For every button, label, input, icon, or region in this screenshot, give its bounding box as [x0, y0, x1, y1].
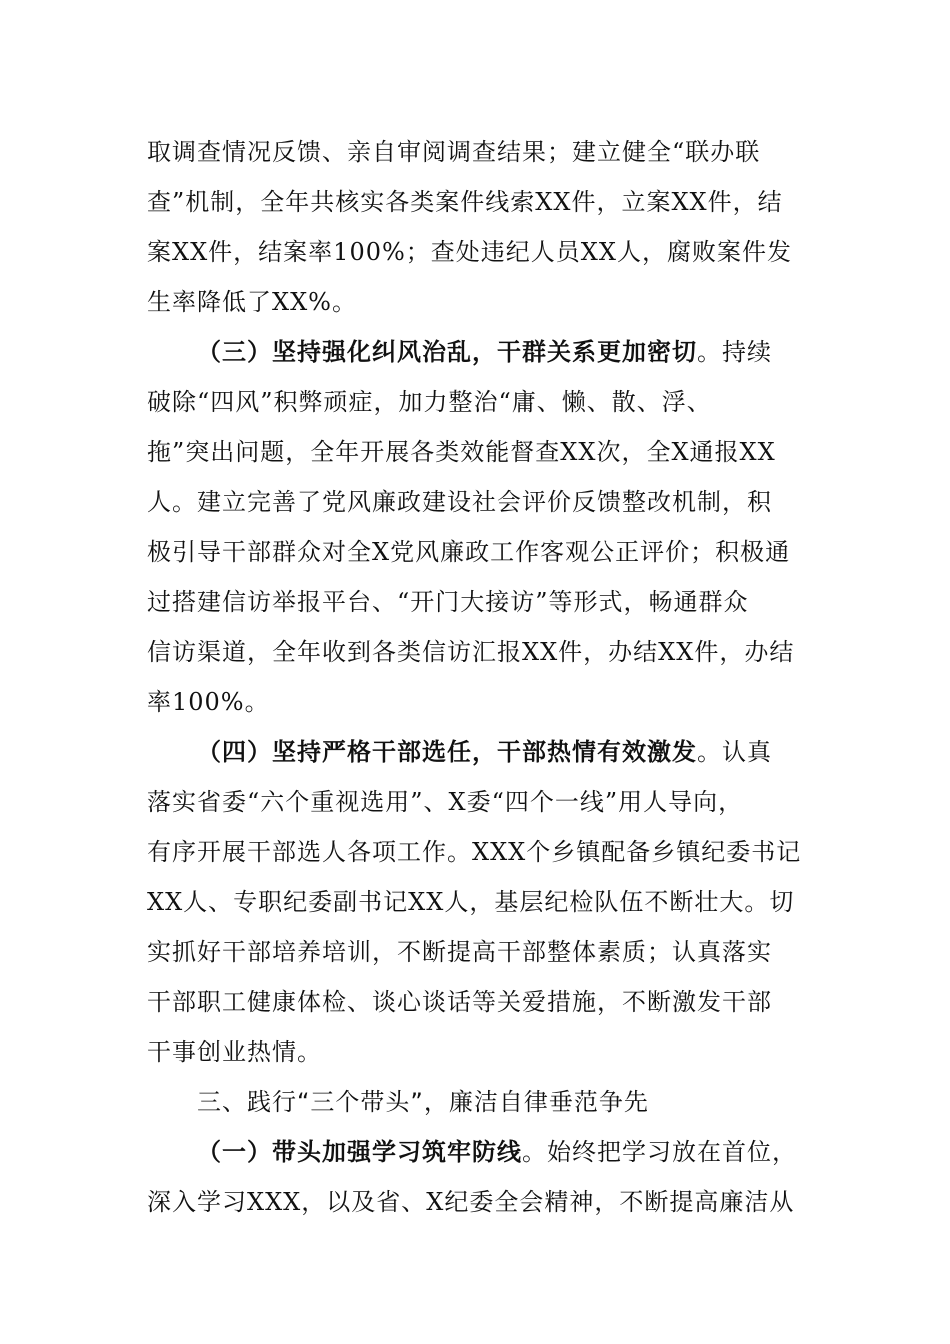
body-line: 落实省委“六个重视选用”、X委“四个一线”用人导向， — [147, 788, 744, 816]
body-line: 破除“四风”积弊顽症，加力整治“庸、懒、散、浮、 — [147, 388, 712, 416]
section-heading: 三、践行“三个带头”，廉洁自律垂范争先 — [197, 1088, 649, 1116]
body-line: 极引导干部群众对全X党风廉政工作客观公正评价；积极通 — [147, 538, 791, 566]
body-text: 。持续 — [697, 338, 772, 366]
body-line: 查”机制，全年共核实各类案件线索XX件，立案XX件，结 — [147, 188, 783, 216]
body-line: 拖”突出问题，全年开展各类效能督查XX次，全X通报XX — [147, 438, 776, 466]
body-line: 取调查情况反馈、亲自审阅调查结果；建立健全“联办联 — [147, 138, 761, 166]
body-line: 信访渠道，全年收到各类信访汇报XX件，办结XX件，办结 — [147, 638, 795, 666]
paragraph-first-line — [197, 1137, 797, 1167]
body-line: 实抓好干部培养培训，不断提高干部整体素质；认真落实 — [147, 938, 772, 966]
body-line: 干部职工健康体检、谈心谈话等关爱措施，不断激发干部 — [147, 988, 772, 1016]
body-line: 有序开展干部选人各项工作。XXX个乡镇配备乡镇纪委书记 — [147, 838, 802, 866]
body-line: 案XX件，结案率100%；查处违纪人员XX人，腐败案件发 — [147, 238, 792, 266]
body-text: 。认真 — [697, 738, 772, 766]
subsection-title: （三）坚持强化纠风治乱，干群关系更加密切 — [197, 338, 697, 366]
body-line: 率100%。 — [147, 688, 270, 716]
body-line: 深入学习XXX，以及省、X纪委全会精神，不断提高廉洁从 — [147, 1188, 795, 1216]
body-line: 人。建立完善了党风廉政建设社会评价反馈整改机制，积 — [147, 488, 772, 516]
subsection-title: （四）坚持严格干部选任，干部热情有效激发 — [197, 738, 697, 766]
body-line: 过搭建信访举报平台、“开门大接访”等形式，畅通群众 — [147, 588, 749, 616]
paragraph-first-line — [197, 737, 772, 767]
subsection-title: （一）带头加强学习筑牢防线 — [197, 1138, 522, 1166]
body-line: 干事创业热情。 — [147, 1038, 322, 1066]
paragraph-first-line — [197, 337, 772, 367]
body-line: XX人、专职纪委副书记XX人，基层纪检队伍不断壮大。切 — [147, 888, 795, 916]
body-text: 。始终把学习放在首位， — [522, 1138, 797, 1166]
body-line: 生率降低了XX%。 — [147, 288, 357, 316]
